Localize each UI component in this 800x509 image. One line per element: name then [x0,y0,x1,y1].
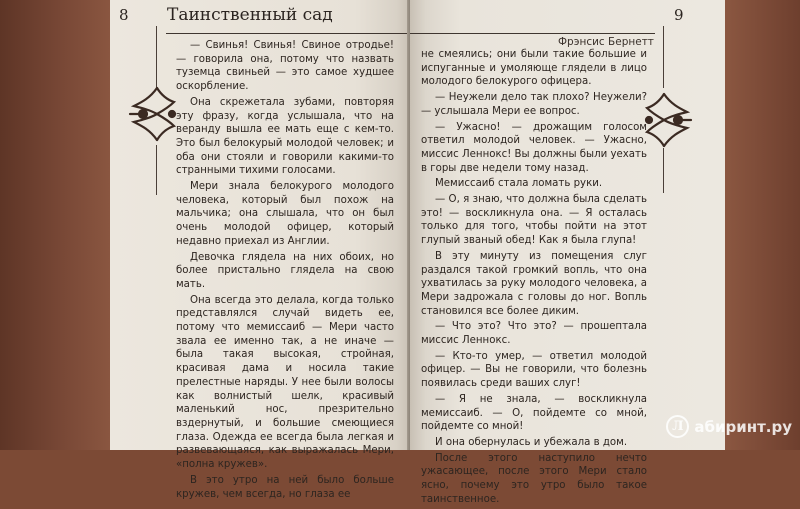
page-number-right: 9 [674,6,684,24]
paragraph: После этого наступило нечто ужасающее, после этого Мери стало ясно, почему это утро было такое таинственное. [421,452,647,505]
paragraph: Мери знала белокурого молодого человека, который был похож на мальчика; она слышала, что он был очень молодой офицер, который недавно приехал из Англии. [176,181,394,247]
paragraph: не смеялись; они были такие большие и испуганные и умоляюще глядели в лицо молодого белокурого офицера. [421,49,647,88]
running-head-author: Фрэнсис Бернетт [558,36,654,48]
paragraph: — Кто-то умер, — ответил молодой офицер. — Вы не говорили, что болезнь появилась среди ваших слуг! [421,350,647,390]
paragraph: В это утро на ней было больше кружев, чем всегда, но глаза ее [176,474,394,500]
paragraph: Девочка глядела на них обоих, но более пристально глядела на свою мать. [176,251,394,290]
paragraph: В эту минуту из помещения слуг раздался такой громкий вопль, что она ухватилась за руку молодого человека, а Мери задрожала с головы до ног. Вопль становился все более диким. [421,250,647,317]
paragraph: И она обернулась и убежала в дом. [435,436,628,448]
right-page-text [421,48,647,509]
paragraph: — О, я знаю, что должна была сделать это! — воскликнула она. — Я осталась только для того, чтобы пойти на этот глупый званый обед! Как я была глупа! [421,194,647,247]
labirint-logo-icon: Л [666,415,689,438]
page-number-left: 8 [119,6,129,24]
paragraph: — Что это? Что это? — прошептала миссис Леннокс. [421,321,647,347]
paragraph: — Ужасно! — дрожащим голосом ответил молодой человек. — Ужасно, миссис Леннокс! Вы должны были уехать в горы две недели тому назад. [421,121,647,174]
paragraph: Мемиссаиб стала ломать руки. [435,178,603,190]
paragraph: Она скрежетала зубами, повторяя эту фразу, когда услышала, что на веранду вышла ее мать еще с кем-то. Это был белокурый молодой человек; и оба они стояли и говорили какими-то странными тихими голосами. [176,96,394,177]
left-page-text [176,39,394,503]
paragraph: — Неужели дело так плохо? Неужели? — услышала Мери ее вопрос. [421,92,647,117]
frame-line-right-top [663,26,664,88]
paragraph: Она всегда это делала, когда только представлялся случай видеть ее, потому что мемиссаиб — Мери часто звала ее именно так, а не иначе — была такая высокая, стройная, красивая дама и носила такие прелестные наряды. У нее были волосы как волнистый шелк, красивый маленький нос, презрительно вздернутый, и большие смеющиеся глаза. Одежда ее всегда была легкая и развевающаяся, как выражалась Мери, «полна кружев». [176,294,394,471]
labirint-watermark [666,415,792,438]
paragraph: — Я не знала, — воскликнула мемиссаиб. — О, пойдемте со мной, пойдемте со мной! [421,393,647,433]
frame-line-left-bottom [156,145,157,195]
background-left [0,0,110,450]
frame-line-left-top [156,26,157,88]
header-rule-right [410,33,655,34]
right-page [410,0,725,505]
background-right [725,0,800,450]
left-page [110,0,409,500]
watermark-text: абиринт.ру [694,417,792,436]
header-rule-left [166,33,410,34]
paragraph: — Свинья! Свинья! Свиное отродье! — говорила она, потому что назвать туземца свиньей — это самое худшее оскорбление. [176,40,394,93]
running-head-title: Таинственный сад [167,5,333,25]
frame-line-right-bottom [663,148,664,193]
